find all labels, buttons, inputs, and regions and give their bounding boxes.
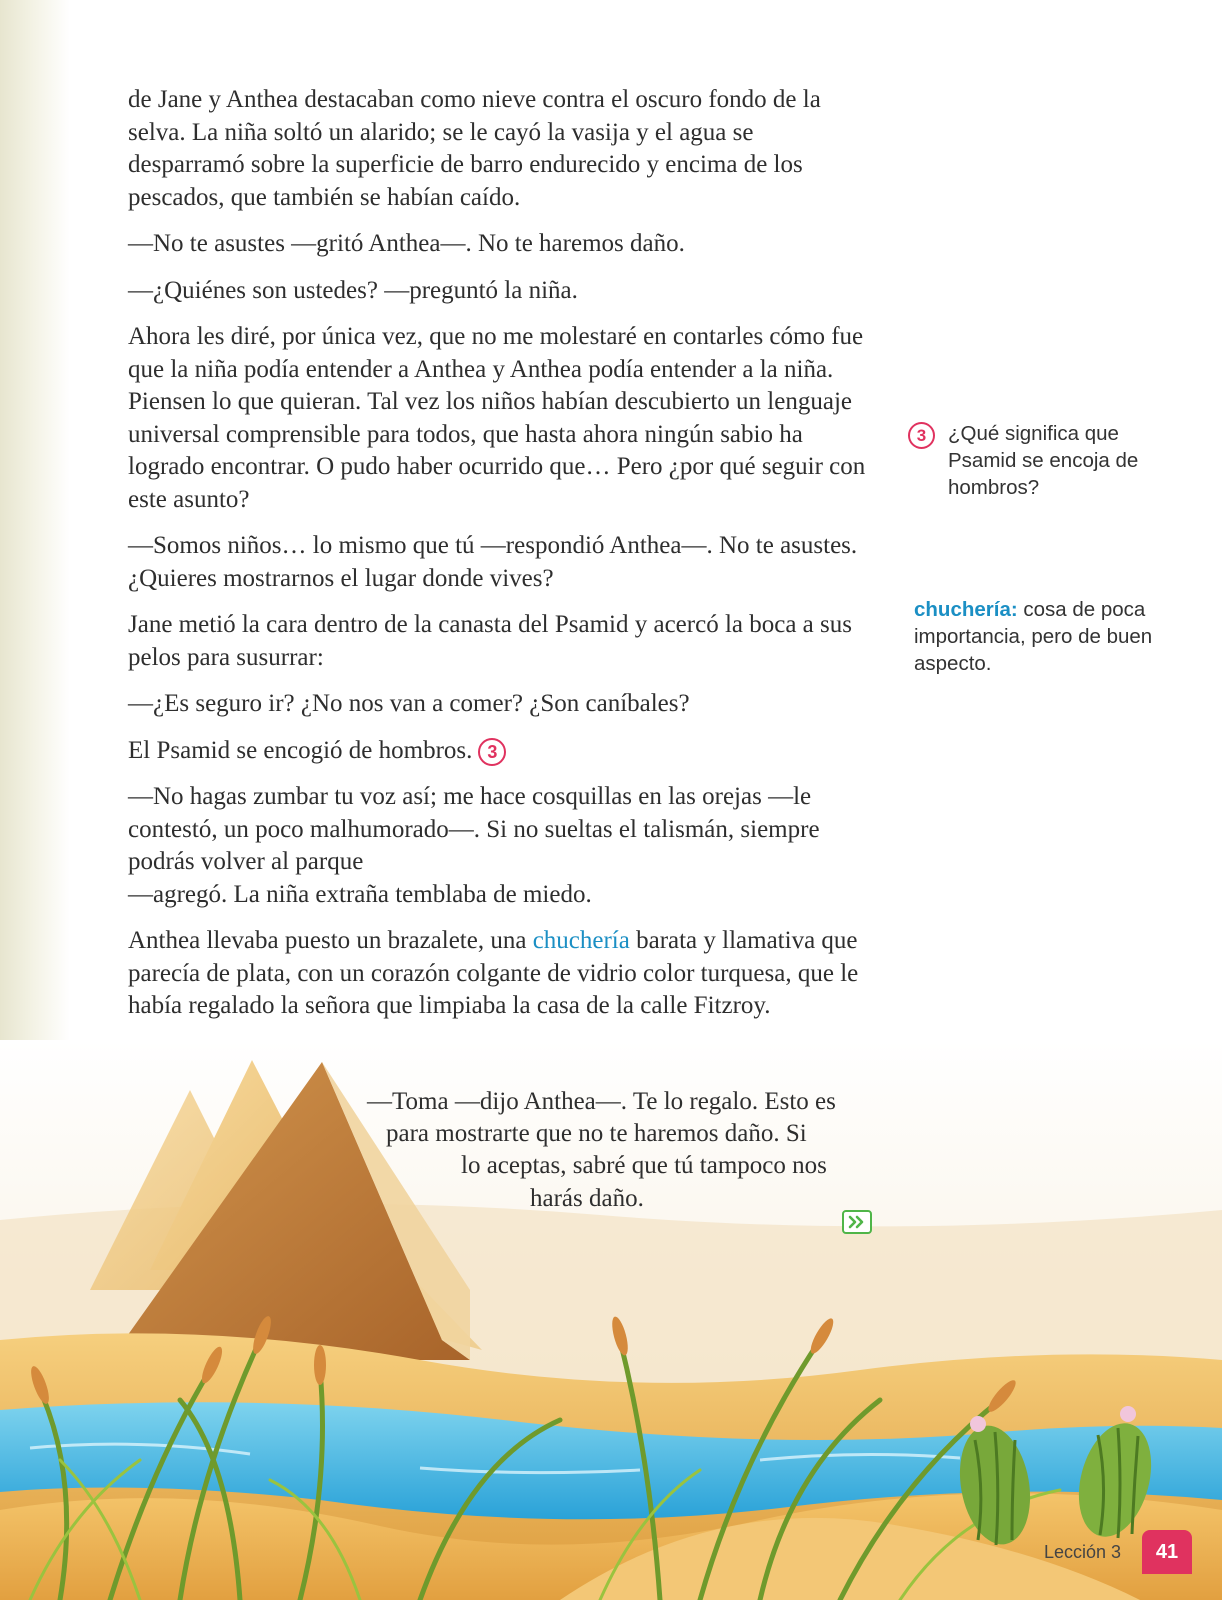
vocabulary-word[interactable]: chuchería bbox=[532, 927, 630, 954]
question-marker-3[interactable]: 3 bbox=[478, 738, 506, 766]
paragraph-with-marker bbox=[128, 735, 873, 768]
paragraph-text: —agregó. La niña extraña temblaba de miedo. bbox=[128, 880, 592, 908]
paragraph-line: harás daño. bbox=[530, 1185, 644, 1212]
paragraph: —¿Quiénes son ustedes? —preguntó la niña. bbox=[128, 276, 578, 304]
paragraph: Jane metió la cara dentro de la canasta del Psamid y acercó la boca a sus pelos para susurrar: bbox=[128, 611, 852, 671]
paragraph: Ahora les diré, por única vez, que no me molestaré en contarles cómo fue que la niña podía entender a Anthea y Anthea podía entender a la niña. Piensen lo que quieran. Tal vez los niños habían descubierto un lenguaje universal comprensible para todos, que hasta ahora ningún sabio ha logrado encontrar. O pudo haber ocurrido que… Pero ¿por qué seguir con este asunto? bbox=[128, 323, 866, 513]
story-text bbox=[128, 84, 873, 1037]
paragraph bbox=[128, 781, 873, 911]
glossary-definition: cosa de poca importancia, pero de buen aspecto. bbox=[914, 598, 1153, 675]
paragraph: —Somos niños… lo mismo que tú —respondió Anthea—. No te asustes. ¿Quieres mostrarnos el lugar donde vives? bbox=[128, 532, 858, 592]
paragraph-text: barata y llamativa que parecía de plata, con un corazón colgante de vidrio color turquesa, que le había regalado la señora que limpiaba la casa de la calle Fitzroy. bbox=[128, 927, 859, 1019]
glossary-term: chuchería: bbox=[914, 598, 1018, 621]
paragraph-text: El Psamid se encogió de hombros. bbox=[128, 736, 473, 764]
paragraph-line: —Toma —dijo Anthea—. Te lo regalo. Esto es bbox=[367, 1088, 836, 1115]
next-page-button[interactable] bbox=[842, 1210, 872, 1234]
page-number: 41 bbox=[1142, 1530, 1192, 1574]
paragraph-text: Anthea llevaba puesto un brazalete, una bbox=[128, 927, 533, 954]
paragraph-text: —No hagas zumbar tu voz así; me hace cosquillas en las orejas —le contestó, un poco malhumorado—. Si no sueltas el talismán, siempre podrás volver al parque bbox=[128, 783, 820, 875]
paragraph: —¿Es seguro ir? ¿No nos van a comer? ¿Son caníbales? bbox=[128, 690, 690, 717]
paragraph-with-vocabulary bbox=[128, 925, 873, 1023]
paragraph-line: lo aceptas, sabré que tú tampoco nos bbox=[461, 1152, 827, 1179]
paragraph-line: para mostrarte que no te haremos daño. Si bbox=[386, 1120, 807, 1147]
lesson-label: Lección 3 bbox=[1044, 1542, 1122, 1562]
question-number-badge: 3 bbox=[908, 422, 935, 449]
double-chevron-right-icon bbox=[847, 1215, 867, 1229]
paragraph: de Jane y Anthea destacaban como nieve contra el oscuro fondo de la selva. La niña soltó un alarido; se le cayó la vasija y el agua se desparramó sobre la superficie de barro endurecido y encima de los pescados, que también se habían caído. bbox=[128, 86, 821, 211]
question-text: ¿Qué significa que Psamid se encoja de hombros? bbox=[948, 422, 1139, 499]
glossary-note bbox=[914, 596, 1154, 677]
paragraph: —No te asustes —gritó Anthea—. No te haremos daño. bbox=[128, 230, 685, 257]
